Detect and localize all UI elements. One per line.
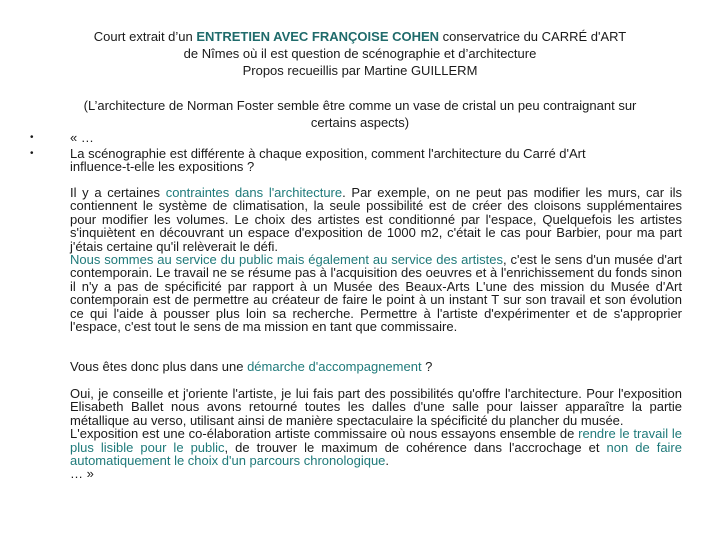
intro-line-2: certains aspects): [310, 115, 410, 130]
bullet-text: « …: [70, 130, 94, 145]
intro-line-1: (L’architecture de Norman Foster semble être comme un vase de cristal un peu contraignant sur: [83, 98, 637, 113]
header-line-1: [40, 28, 680, 45]
answer-1-paragraph-1: [70, 186, 682, 253]
text: , de trouver le maximum de cohérence dans l'accrochage et: [224, 439, 607, 455]
question-2-text: [70, 360, 682, 373]
text: . Par exemple, on ne peut pas modifier les murs, car ils contiennent le système de climatisation, la seule possibilité est de créer des cloisons supplémentaires pour modifier les volumes. Le choix des artistes est conditionné par l'espace, Quelquefois les artistes s'inquiètent en découvrant un espace d'exposition de 1000 m2, c'était le cas pour Barbier, pour ma part j'étais certaine qu'il relèverait le défi.: [70, 185, 682, 254]
header: [40, 28, 680, 79]
text: Vous êtes donc plus dans une: [70, 359, 248, 374]
bullet-icon: •: [30, 132, 34, 143]
closing-quote: … »: [70, 466, 94, 482]
highlight-link: Nous sommes au service du public mais également au service des artistes: [70, 252, 504, 268]
header-text: conservatrice du CARRÉ d'ART: [439, 29, 627, 44]
text: Il y a certaines: [70, 185, 166, 200]
text: .: [385, 453, 390, 469]
answer-1: [70, 186, 682, 333]
text: ?: [421, 359, 433, 374]
bullet-text: La scénographie est différente à chaque exposition, comment l'architecture du Carré d'Art influence-t-elle les expositions ?: [70, 146, 586, 174]
bullet-list: [30, 131, 630, 173]
text: , c'est le sens d'un musée d'art contemporain. Le travail ne se résume pas à l'acquisition des oeuvres et à l'enrichissement du fonds sinon il n'y a pas de spécificité par rapport à un Musée des Beaux-Arts L'une des mission du Musée d'Art contemporain est de permettre au créateur de faire le point à un instant T sur son travail et son évolution ce qui l'aide à pousser plus loin sa recherche. Permettre à l'artiste d'expérimenter et de s'approprier l'espace, c'est tout le sens de ma mission en tant que commissaire.: [70, 252, 682, 335]
highlight-link: non de faire automatiquement le choix d'un parcours chronologique: [70, 439, 682, 469]
answer-1-paragraph-2: [70, 253, 682, 333]
list-item: [30, 147, 630, 173]
question-2: [70, 360, 682, 373]
header-highlight: ENTRETIEN AVEC FRANÇOISE COHEN: [196, 29, 440, 44]
header-line-2: de Nîmes où il est question de scénographie et d’architecture: [183, 46, 537, 61]
list-item: [30, 131, 630, 144]
intro-note: [58, 97, 662, 131]
text: L'exposition est une co-élaboration artiste commissaire où nous essayons ensemble de: [70, 426, 579, 442]
answer-2: [70, 387, 682, 481]
highlight-link: démarche d'accompagnement: [247, 359, 422, 374]
header-line-3: Propos recueillis par Martine GUILLERM: [242, 63, 478, 78]
bullet-icon: •: [30, 148, 34, 159]
header-text: Court extrait d’un: [93, 29, 197, 44]
answer-2-paragraph-2: [70, 427, 682, 467]
highlight-link: rendre le travail le plus lisible pour le public: [70, 426, 683, 455]
answer-2-paragraph-1: Oui, je conseille et j'oriente l'artiste, je lui fais part des possibilités qu'offre l'architecture. Pour l'exposition Elisabeth Ballet nous avons retourné toutes les dalles d'une salle pour laisser apparaître la partie métallique au verso, utilisant ainsi de manière spectaculaire la spécificité du plancher du musée.: [70, 386, 682, 428]
highlight-link: contraintes dans l'architecture: [165, 185, 343, 200]
